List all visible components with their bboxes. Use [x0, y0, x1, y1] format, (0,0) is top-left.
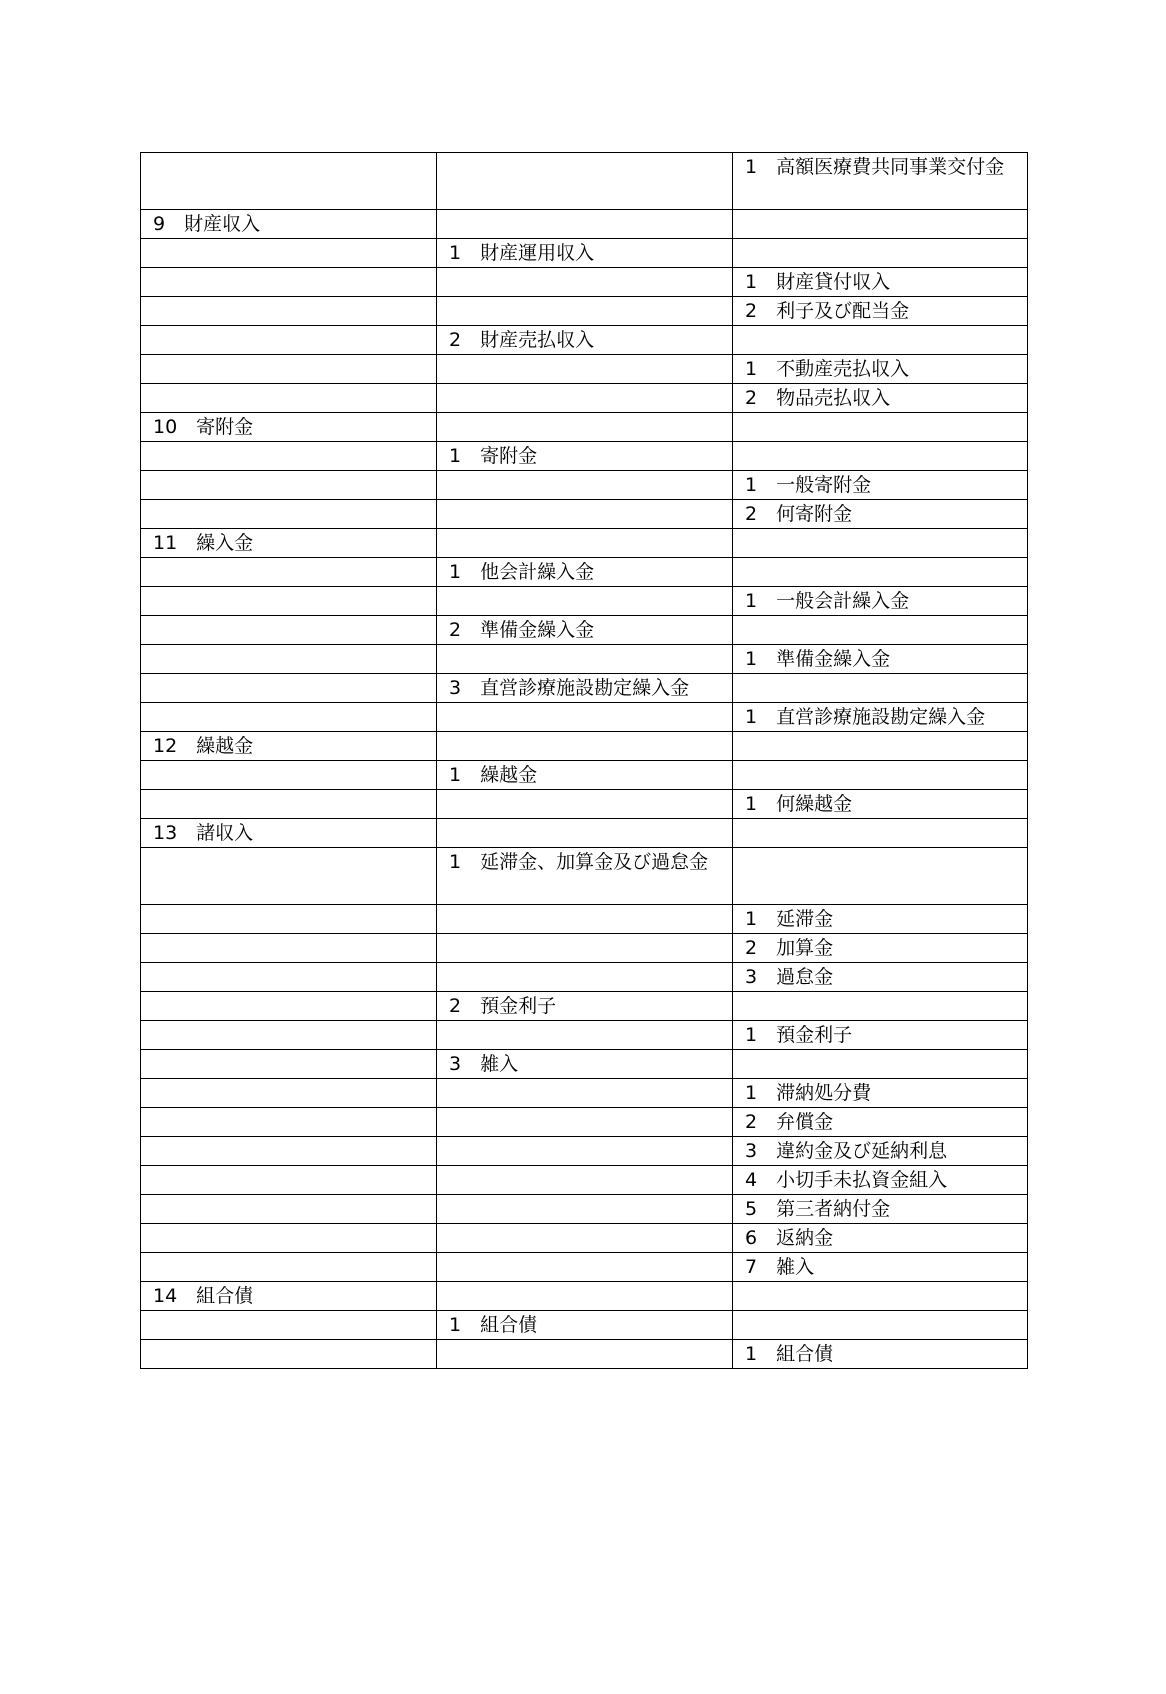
category-cell: [141, 616, 437, 645]
subcategory-cell: 1 他会計繰入金: [437, 558, 733, 587]
category-cell: [141, 1195, 437, 1224]
table-row: [141, 355, 1028, 384]
table-row: [141, 761, 1028, 790]
table-row: [141, 413, 1028, 442]
table-row: [141, 1282, 1028, 1311]
subcategory-cell: [437, 413, 733, 442]
subcategory-cell: [437, 905, 733, 934]
item-cell: 1 不動産売払収入: [733, 355, 1028, 384]
table-row: [141, 790, 1028, 819]
subcategory-cell: 1 延滞金、加算金及び過怠金: [437, 848, 733, 905]
category-cell: 10 寄附金: [141, 413, 437, 442]
subcategory-cell: [437, 500, 733, 529]
revenue-classification-table: [140, 152, 1028, 1369]
table-row: [141, 1050, 1028, 1079]
subcategory-cell: [437, 587, 733, 616]
table-row: [141, 210, 1028, 239]
item-cell: 1 何繰越金: [733, 790, 1028, 819]
table-row: [141, 963, 1028, 992]
item-cell: 1 滞納処分費: [733, 1079, 1028, 1108]
item-cell: 1 一般寄附金: [733, 471, 1028, 500]
item-cell: 6 返納金: [733, 1224, 1028, 1253]
table-row: [141, 500, 1028, 529]
item-cell: 1 高額医療費共同事業交付金: [733, 153, 1028, 210]
subcategory-cell: [437, 819, 733, 848]
item-cell: [733, 732, 1028, 761]
item-cell: 2 物品売払収入: [733, 384, 1028, 413]
table-row: [141, 1108, 1028, 1137]
category-cell: [141, 1021, 437, 1050]
table-row: [141, 153, 1028, 210]
item-cell: [733, 210, 1028, 239]
table-row: [141, 1195, 1028, 1224]
category-cell: [141, 1166, 437, 1195]
category-cell: [141, 1224, 437, 1253]
table-row: [141, 1311, 1028, 1340]
category-cell: 11 繰入金: [141, 529, 437, 558]
category-cell: [141, 674, 437, 703]
item-cell: [733, 1282, 1028, 1311]
subcategory-cell: 3 直営診療施設勘定繰入金: [437, 674, 733, 703]
category-cell: [141, 558, 437, 587]
table-row: [141, 819, 1028, 848]
category-cell: [141, 239, 437, 268]
category-cell: [141, 1253, 437, 1282]
category-cell: [141, 1079, 437, 1108]
table-row: [141, 674, 1028, 703]
table-row: [141, 529, 1028, 558]
subcategory-cell: 2 準備金繰入金: [437, 616, 733, 645]
category-cell: [141, 297, 437, 326]
category-cell: [141, 1108, 437, 1137]
subcategory-cell: [437, 355, 733, 384]
category-cell: [141, 384, 437, 413]
table-row: [141, 442, 1028, 471]
subcategory-cell: [437, 1340, 733, 1369]
table-row: [141, 587, 1028, 616]
category-cell: [141, 761, 437, 790]
subcategory-cell: [437, 384, 733, 413]
table-row: [141, 471, 1028, 500]
item-cell: [733, 413, 1028, 442]
category-cell: 12 繰越金: [141, 732, 437, 761]
subcategory-cell: [437, 1253, 733, 1282]
item-cell: 5 第三者納付金: [733, 1195, 1028, 1224]
category-cell: [141, 500, 437, 529]
subcategory-cell: [437, 1079, 733, 1108]
item-cell: 7 雑入: [733, 1253, 1028, 1282]
table-row: [141, 1021, 1028, 1050]
subcategory-cell: [437, 645, 733, 674]
subcategory-cell: [437, 1137, 733, 1166]
table-row: [141, 1079, 1028, 1108]
item-cell: 1 延滞金: [733, 905, 1028, 934]
category-cell: [141, 355, 437, 384]
table-row: [141, 848, 1028, 905]
category-cell: [141, 1137, 437, 1166]
item-cell: 3 過怠金: [733, 963, 1028, 992]
subcategory-cell: [437, 210, 733, 239]
item-cell: 2 利子及び配当金: [733, 297, 1028, 326]
category-cell: [141, 1311, 437, 1340]
subcategory-cell: [437, 1166, 733, 1195]
item-cell: [733, 239, 1028, 268]
subcategory-cell: 1 寄附金: [437, 442, 733, 471]
table-row: [141, 1253, 1028, 1282]
item-cell: [733, 761, 1028, 790]
item-cell: [733, 558, 1028, 587]
item-cell: [733, 529, 1028, 558]
subcategory-cell: [437, 1195, 733, 1224]
category-cell: [141, 1050, 437, 1079]
item-cell: 1 直営診療施設勘定繰入金: [733, 703, 1028, 732]
item-cell: [733, 326, 1028, 355]
table-row: [141, 616, 1028, 645]
category-cell: [141, 153, 437, 210]
subcategory-cell: [437, 703, 733, 732]
subcategory-cell: [437, 1021, 733, 1050]
item-cell: [733, 1311, 1028, 1340]
table-row: [141, 703, 1028, 732]
category-cell: [141, 645, 437, 674]
category-cell: 14 組合債: [141, 1282, 437, 1311]
item-cell: [733, 616, 1028, 645]
subcategory-cell: 2 財産売払収入: [437, 326, 733, 355]
subcategory-cell: 2 預金利子: [437, 992, 733, 1021]
table-row: [141, 384, 1028, 413]
category-cell: 9 財産収入: [141, 210, 437, 239]
item-cell: [733, 992, 1028, 1021]
subcategory-cell: [437, 471, 733, 500]
category-cell: [141, 703, 437, 732]
item-cell: 1 財産貸付収入: [733, 268, 1028, 297]
category-cell: [141, 848, 437, 905]
item-cell: 4 小切手未払資金組入: [733, 1166, 1028, 1195]
category-cell: [141, 1340, 437, 1369]
item-cell: 2 何寄附金: [733, 500, 1028, 529]
category-cell: [141, 268, 437, 297]
table-body: [141, 153, 1028, 1369]
table-row: [141, 268, 1028, 297]
category-cell: [141, 326, 437, 355]
item-cell: [733, 442, 1028, 471]
table-row: [141, 558, 1028, 587]
item-cell: 1 準備金繰入金: [733, 645, 1028, 674]
item-cell: 2 弁償金: [733, 1108, 1028, 1137]
item-cell: [733, 819, 1028, 848]
subcategory-cell: [437, 790, 733, 819]
category-cell: [141, 790, 437, 819]
table-row: [141, 905, 1028, 934]
item-cell: 1 預金利子: [733, 1021, 1028, 1050]
category-cell: [141, 471, 437, 500]
subcategory-cell: [437, 1224, 733, 1253]
item-cell: 1 一般会計繰入金: [733, 587, 1028, 616]
subcategory-cell: 1 財産運用収入: [437, 239, 733, 268]
table-row: [141, 992, 1028, 1021]
table-row: [141, 934, 1028, 963]
table-row: [141, 1166, 1028, 1195]
subcategory-cell: 1 組合債: [437, 1311, 733, 1340]
subcategory-cell: 3 雑入: [437, 1050, 733, 1079]
category-cell: [141, 934, 437, 963]
subcategory-cell: [437, 268, 733, 297]
subcategory-cell: [437, 934, 733, 963]
table-row: [141, 732, 1028, 761]
category-cell: 13 諸収入: [141, 819, 437, 848]
table-row: [141, 297, 1028, 326]
table-row: [141, 1340, 1028, 1369]
subcategory-cell: [437, 297, 733, 326]
category-cell: [141, 442, 437, 471]
table-row: [141, 326, 1028, 355]
item-cell: [733, 674, 1028, 703]
subcategory-cell: [437, 1282, 733, 1311]
item-cell: 2 加算金: [733, 934, 1028, 963]
subcategory-cell: [437, 963, 733, 992]
item-cell: 1 組合債: [733, 1340, 1028, 1369]
table-row: [141, 1224, 1028, 1253]
category-cell: [141, 963, 437, 992]
item-cell: [733, 1050, 1028, 1079]
item-cell: [733, 848, 1028, 905]
category-cell: [141, 992, 437, 1021]
table-row: [141, 239, 1028, 268]
category-cell: [141, 587, 437, 616]
subcategory-cell: [437, 732, 733, 761]
subcategory-cell: 1 繰越金: [437, 761, 733, 790]
subcategory-cell: [437, 1108, 733, 1137]
category-cell: [141, 905, 437, 934]
item-cell: 3 違約金及び延納利息: [733, 1137, 1028, 1166]
table-row: [141, 1137, 1028, 1166]
subcategory-cell: [437, 529, 733, 558]
subcategory-cell: [437, 153, 733, 210]
table-row: [141, 645, 1028, 674]
